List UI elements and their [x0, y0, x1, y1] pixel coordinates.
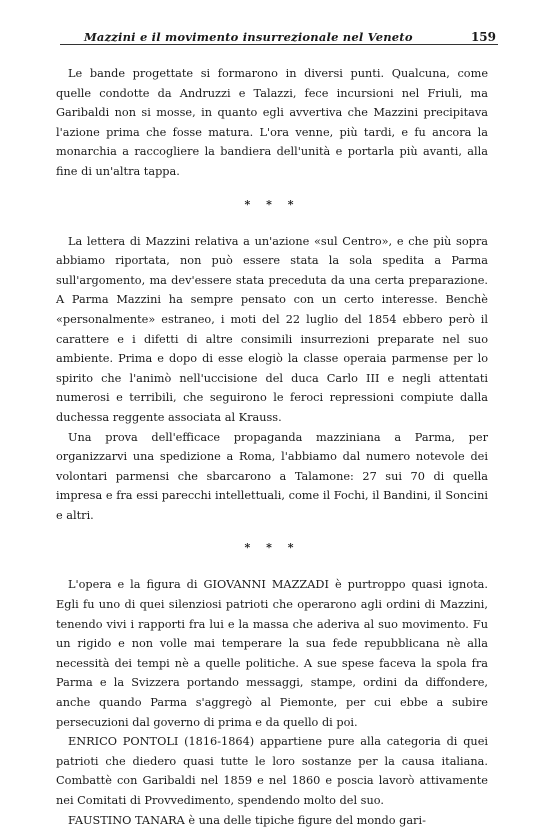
- running-title: Mazzini e il movimento insurrezionale nel Veneto: [84, 30, 413, 44]
- section-separator: * * *: [244, 541, 300, 555]
- paragraph-mazzadi: L'opera e la figura di GIOVANNI MAZZADI è purtroppo quasi ignota. Egli fu uno di quei silenziosi patrioti che operarono agli ordini di Mazzini, tenendo vivi i rapporti fra lui e la massa che aderiva al suo movimento. Fu un rigido e non volle mai temperare la sua fede repubblicana nè alla necessità dei tempi nè a quelle politiche. A sue spese faceva la spola fra Parma e la Svizzera portando messaggi, stampe, ordini da diffondere, anche quando Parma s'aggregò al Piemonte, per cui ebbe a subire persecuzioni dal governo di prima e da quello di poi.: [56, 578, 488, 729]
- page-number: 159: [470, 30, 496, 44]
- section-separator: * * *: [244, 197, 300, 211]
- page-body: [56, 64, 488, 830]
- running-header: [60, 24, 498, 45]
- paragraph-mazzini-letter: La lettera di Mazzini relativa a un'azione «sul Centro», e che più sopra abbiamo riportata, non può essere stata la sola spedita a Parma sull'argomento, ma dev'essere stata preceduta da una certa preparazione. A Parma Mazzini ha sempre pensato con un certo interesse. Benchè «personalmente» estraneo, i moti del 22 luglio del 1854 ebbero però il carattere e i difetti di altre consimili insurrezioni preparate nel suo ambiente. Prima e dopo di esse elogiò la classe operaia parmense per lo spirito che l'animò nell'uccisione del duca Carlo III e negli attentati numerosi e terribili, che seguirono le feroci repressioni compiute dalla duchessa reggente associata al Krauss.: [56, 234, 488, 424]
- paragraph-pontoli: ENRICO PONTOLI (1816-1864) appartiene pure alla categoria di quei patrioti che diedero quasi tutte le loro sostanze per la causa italiana. Combattè con Garibaldi nel 1859 e nel 1860 e poscia lavorò attivamente nei Comitati di Provvedimento, spendendo molto del suo.: [56, 735, 488, 807]
- paragraph-tanara: FAUSTINO TANARA è una delle tipiche figure del mondo gari-: [68, 813, 426, 827]
- paragraph-parma-propaganda: Una prova dell'efficace propaganda mazziniana a Parma, per organizzarvi una spedizione a Roma, l'abbiamo dal numero notevole dei volontari parmensi che sbarcarono a Talamone: 27 sui 70 di quella impresa e fra essi parecchi intellettuali, come il Fochi, il Bandini, il Soncini e altri.: [56, 430, 488, 522]
- paragraph-bands: Le bande progettate si formarono in diversi punti. Qualcuna, come quelle condotte da Andruzzi e Talazzi, fece incursioni nel Friuli, ma Garibaldi non si mosse, in quanto egli avvertiva che Mazzini precipitava l'azione prima che fosse matura. L'ora venne, più tardi, e fu ancora la monarchia a raccogliere la bandiera dell'unità e portarla più avanti, alla fine di un'altra tappa.: [56, 67, 488, 178]
